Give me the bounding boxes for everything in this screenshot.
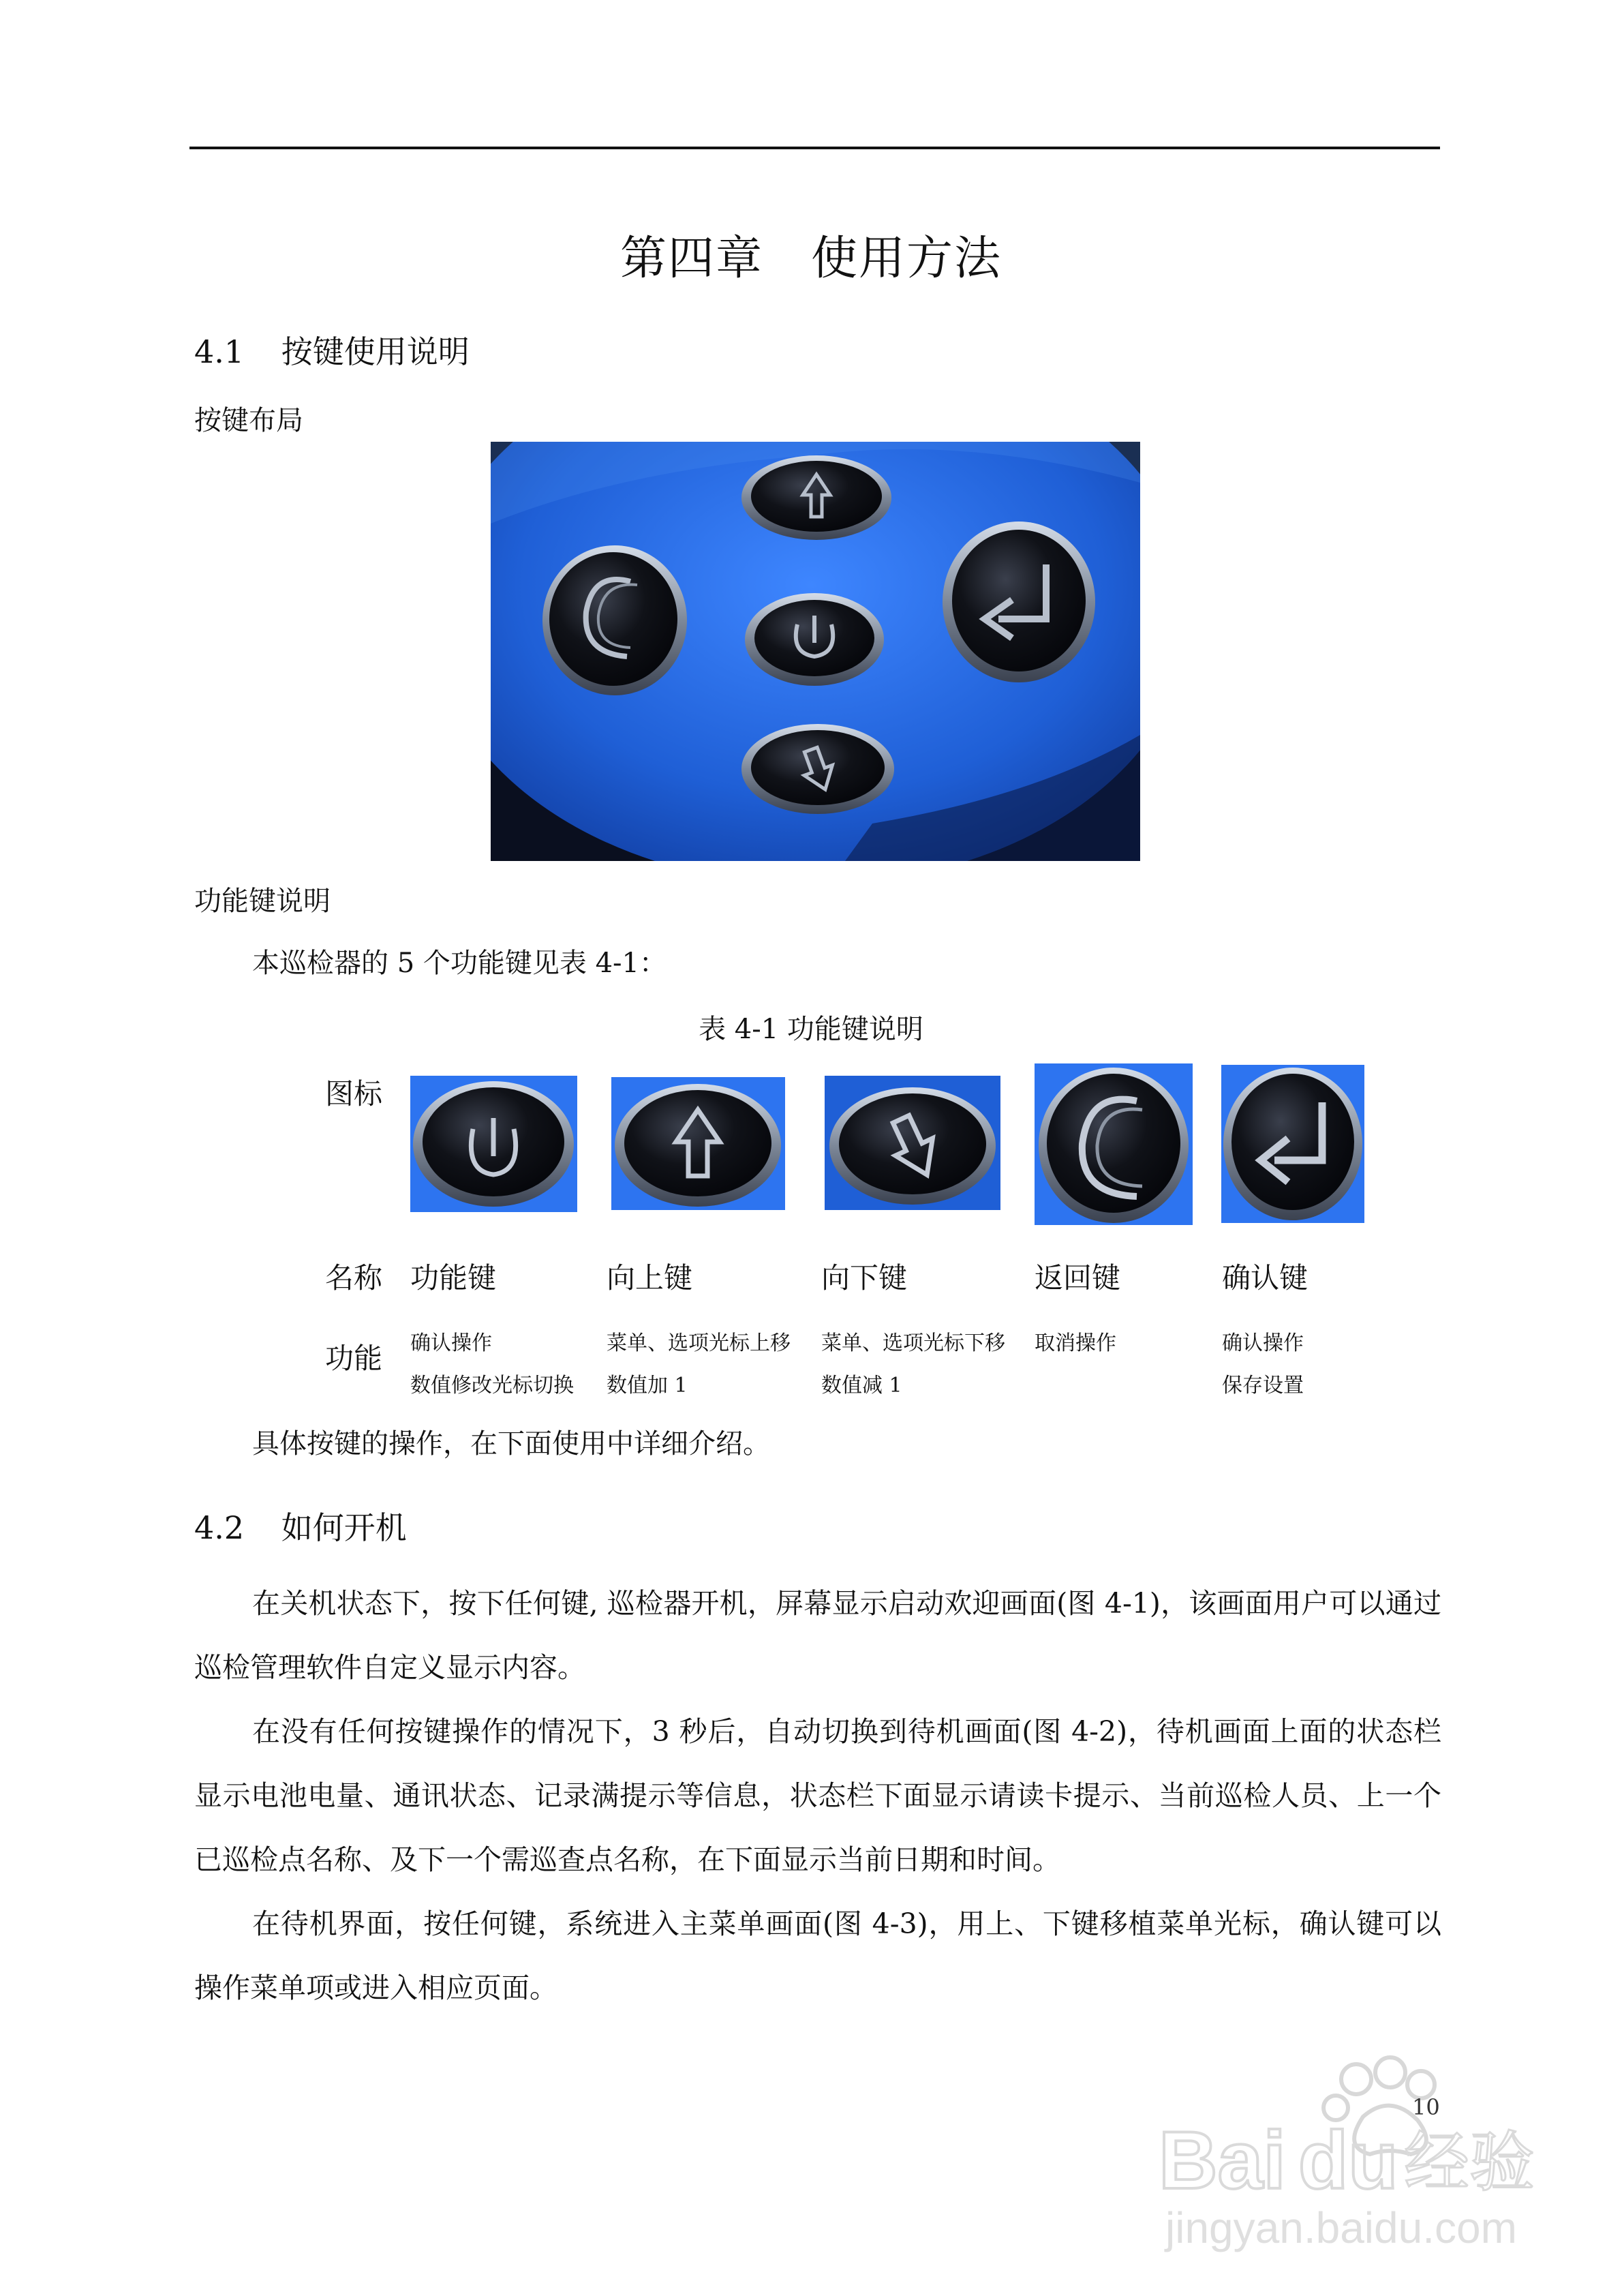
key-func-line: 取消操作 — [1035, 1331, 1116, 1355]
svg-text:jingyan.baidu.com: jingyan.baidu.com — [1165, 2203, 1517, 2252]
chapter-title: 第四章 使用方法 — [619, 232, 1002, 286]
section-heading-4-2 — [194, 1503, 407, 1548]
paragraph: 在没有任何按键操作的情况下，3 秒后，自动切换到待机画面(图 4-2)，待机画面上面的状态栏显示电池电量、通讯状态、记录满提示等信息，状态栏下面显示请读卡提示、当前巡检人员、上一个已巡检点名称、及下一个需巡查点名称，在下面显示当前日期和时间。 — [194, 1715, 1441, 1876]
section-number: 4.2 — [194, 1509, 245, 1546]
down-key-icon — [741, 724, 894, 814]
key-func-line: 数值加 1 — [607, 1374, 688, 1398]
row-label-function: 功能 — [325, 1342, 383, 1375]
key-name-up: 向上键 — [607, 1261, 693, 1295]
key-name-back: 返回键 — [1035, 1261, 1121, 1295]
baidu-watermark-logo — [1159, 2052, 1540, 2256]
key-name-confirm: 确认键 — [1222, 1261, 1309, 1295]
back-key-icon — [542, 545, 687, 695]
back-key-icon — [1035, 1063, 1193, 1225]
layout-heading: 按键布局 — [194, 405, 303, 436]
row-label-icon: 图标 — [325, 1077, 383, 1111]
paragraph: 在待机界面，按任何键，系统进入主菜单画面(图 4-3)，用上、下键移植菜单光标，确认键可以操作菜单项或进入相应页面。 — [194, 1907, 1441, 2004]
function-heading: 功能键说明 — [194, 886, 331, 917]
row-label-name: 名称 — [325, 1261, 383, 1295]
section-heading-4-1 — [194, 327, 470, 372]
key-func-line: 保存设置 — [1222, 1374, 1304, 1398]
paragraph: 在关机状态下，按下任何键, 巡检器开机，屏幕显示启动欢迎画面(图 4-1)，该画面用户可以通过巡检管理软件自定义显示内容。 — [194, 1587, 1441, 1684]
header-rule — [189, 147, 1440, 149]
key-name-down: 向下键 — [821, 1261, 908, 1295]
enter-key-icon — [943, 522, 1095, 682]
key-func-line: 确认操作 — [410, 1331, 492, 1355]
svg-text:经验: 经验 — [1404, 2124, 1535, 2201]
section-number: 4.1 — [194, 333, 245, 370]
key-func-line: 菜单、选项光标上移 — [607, 1331, 791, 1355]
up-arrow-key-icon — [611, 1077, 785, 1210]
enter-key-icon — [1221, 1065, 1364, 1223]
intro-text: 本巡检器的 5 个功能键见表 4-1： — [252, 948, 667, 979]
body-text — [194, 1571, 1441, 2020]
keypad-photo — [491, 442, 1140, 861]
key-func-line: 确认操作 — [1222, 1331, 1304, 1355]
down-arrow-key-icon — [825, 1076, 1000, 1210]
table-caption: 表 4-1 功能键说明 — [699, 1014, 923, 1045]
power-key-icon — [745, 593, 884, 686]
page-number: 10 — [1412, 2094, 1440, 2120]
after-table-text: 具体按键的操作，在下面使用中详细介绍。 — [252, 1428, 770, 1460]
key-func-line: 数值减 1 — [821, 1374, 902, 1398]
section-title: 如何开机 — [281, 1509, 407, 1546]
section-title: 按键使用说明 — [281, 333, 470, 370]
key-func-line: 数值修改光标切换 — [410, 1374, 574, 1398]
svg-text:Bai: Bai — [1159, 2115, 1286, 2206]
key-func-line: 菜单、选项光标下移 — [821, 1331, 1005, 1355]
key-name-function: 功能键 — [410, 1261, 497, 1295]
key-func-confirm — [1222, 1323, 1304, 1407]
up-key-icon — [741, 455, 891, 540]
power-key-icon — [410, 1076, 577, 1212]
key-func-down — [821, 1323, 1005, 1407]
key-func-up — [607, 1323, 791, 1407]
key-func-function — [410, 1323, 574, 1407]
svg-text:du: du — [1298, 2115, 1398, 2206]
key-func-back — [1035, 1323, 1116, 1365]
